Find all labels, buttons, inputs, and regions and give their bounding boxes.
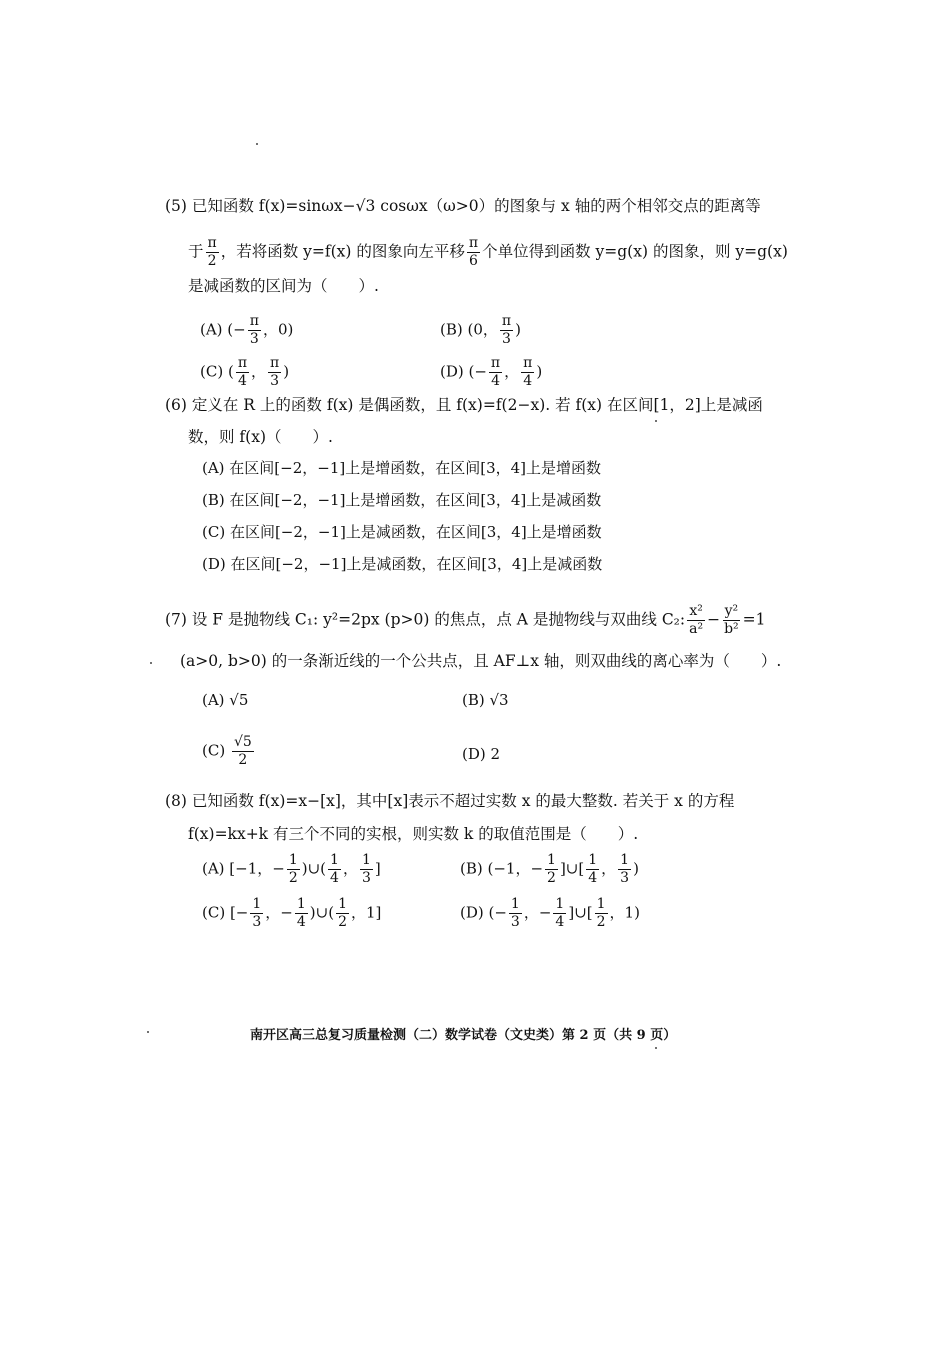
q5-option-a: (A) (− $\frac{\pi}{3}$ ，0) xyxy=(200,313,294,347)
fraction: $\frac{\pi}{6}$ xyxy=(468,235,479,269)
q5-text: ，若将函数 y=f(x) 的图象向左平移 xyxy=(220,242,465,261)
scan-speck xyxy=(655,1047,657,1049)
q6-option-c: (C) 在区间[−2，−1]上是减函数，在区间[3，4]上是增函数 xyxy=(202,523,602,541)
q8-option-a: (A) [−1，− $\frac{1}{2}$ )∪( $\frac{1}{4}$ ， $\frac{1}{3}$ ] xyxy=(202,852,381,886)
scan-speck xyxy=(655,420,657,422)
q7-text: (7) 设 F 是抛物线 C₁: y²=2px (p>0) 的焦点，点 A 是抛物线与双曲线 C₂: xyxy=(165,610,686,629)
scan-speck xyxy=(256,143,258,145)
q8-option-c: (C) [− $\frac{1}{3}$ ，− $\frac{1}{4}$ )∪( $\frac{1}{2}$ ，1] xyxy=(202,896,382,930)
q8-option-d: (D) (− $\frac{1}{3}$ ，− $\frac{1}{4}$ ]∪[ $\frac{1}{2}$ ，1) xyxy=(460,896,640,930)
q8-line-2: f(x)=kx+k 有三个不同的实根，则实数 k 的取值范围是（ ）. xyxy=(188,825,639,843)
page-footer: 南开区高三总复习质量检测（二）数学试卷（文史类）第 2 页（共 9 页） xyxy=(250,1028,677,1043)
q5-line-1: (5) 已知函数 f(x)=sinωx−√3 cosωx（ω>0）的图象与 x 轴的两个相邻交点的距离等 xyxy=(165,197,761,215)
q6-line-2: 数，则 f(x)（ ）. xyxy=(188,428,333,446)
q7-option-c: (C) $\frac{√5}{2}$ xyxy=(202,734,252,768)
q7-line-2: (a>0, b>0) 的一条渐近线的一个公共点，且 AF⊥x 轴，则双曲线的离心率为（ ）. xyxy=(180,652,782,670)
q8-line-1: (8) 已知函数 f(x)=x−[x]，其中[x]表示不超过实数 x 的最大整数. 若关于 x 的方程 xyxy=(165,792,735,810)
q8-option-b: (B) (−1，− $\frac{1}{2}$ ]∪[ $\frac{1}{4}$ ， $\frac{1}{3}$ ) xyxy=(460,852,639,886)
q7-option-d: (D) 2 xyxy=(462,745,501,763)
q6-option-b: (B) 在区间[−2，−1]上是增函数，在区间[3，4]上是减函数 xyxy=(202,491,602,509)
fraction: $\frac{\text{x²}}{\text{a²}}$ xyxy=(689,603,704,637)
fraction: $\frac{\pi}{2}$ xyxy=(207,235,217,269)
q5-option-c: (C) ( $\frac{\pi}{4}$ ， $\frac{\pi}{3}$ ) xyxy=(200,355,290,389)
q7-option-a: (A) √5 xyxy=(202,691,249,709)
scan-speck xyxy=(147,1031,149,1033)
q5-line-2 xyxy=(188,235,788,270)
q6-option-d: (D) 在区间[−2，−1]上是减函数，在区间[3，4]上是减函数 xyxy=(202,555,603,573)
q7-line-1: (7) 设 F 是抛物线 C₁: y²=2px (p>0) 的焦点，点 A 是抛物线与双曲线 C₂: $\frac{\text{x²}}{\text{a²}}$ − $\frac{\text{y²}}{\text{b²}}$ =1 xyxy=(165,603,766,637)
q5-text: 于 xyxy=(188,242,204,261)
q5-line-3: 是减函数的区间为（ ）. xyxy=(188,277,379,295)
scan-speck xyxy=(150,662,152,664)
q5-text: 个单位得到函数 y=g(x) 的图象，则 y=g(x) xyxy=(482,242,788,261)
q5-option-b: (B) (0， $\frac{\pi}{3}$ ) xyxy=(440,313,521,347)
q5-option-d: (D) (− $\frac{\pi}{4}$ ， $\frac{\pi}{4}$ ) xyxy=(440,355,543,389)
q7-option-b: (B) √3 xyxy=(462,691,509,709)
q6-line-1: (6) 定义在 R 上的函数 f(x) 是偶函数，且 f(x)=f(2−x). 若 f(x) 在区间[1，2]上是减函 xyxy=(165,396,763,414)
fraction: $\frac{\text{y²}}{\text{b²}}$ xyxy=(724,603,739,637)
q6-option-a: (A) 在区间[−2，−1]上是增函数，在区间[3，4]上是增函数 xyxy=(202,459,602,477)
